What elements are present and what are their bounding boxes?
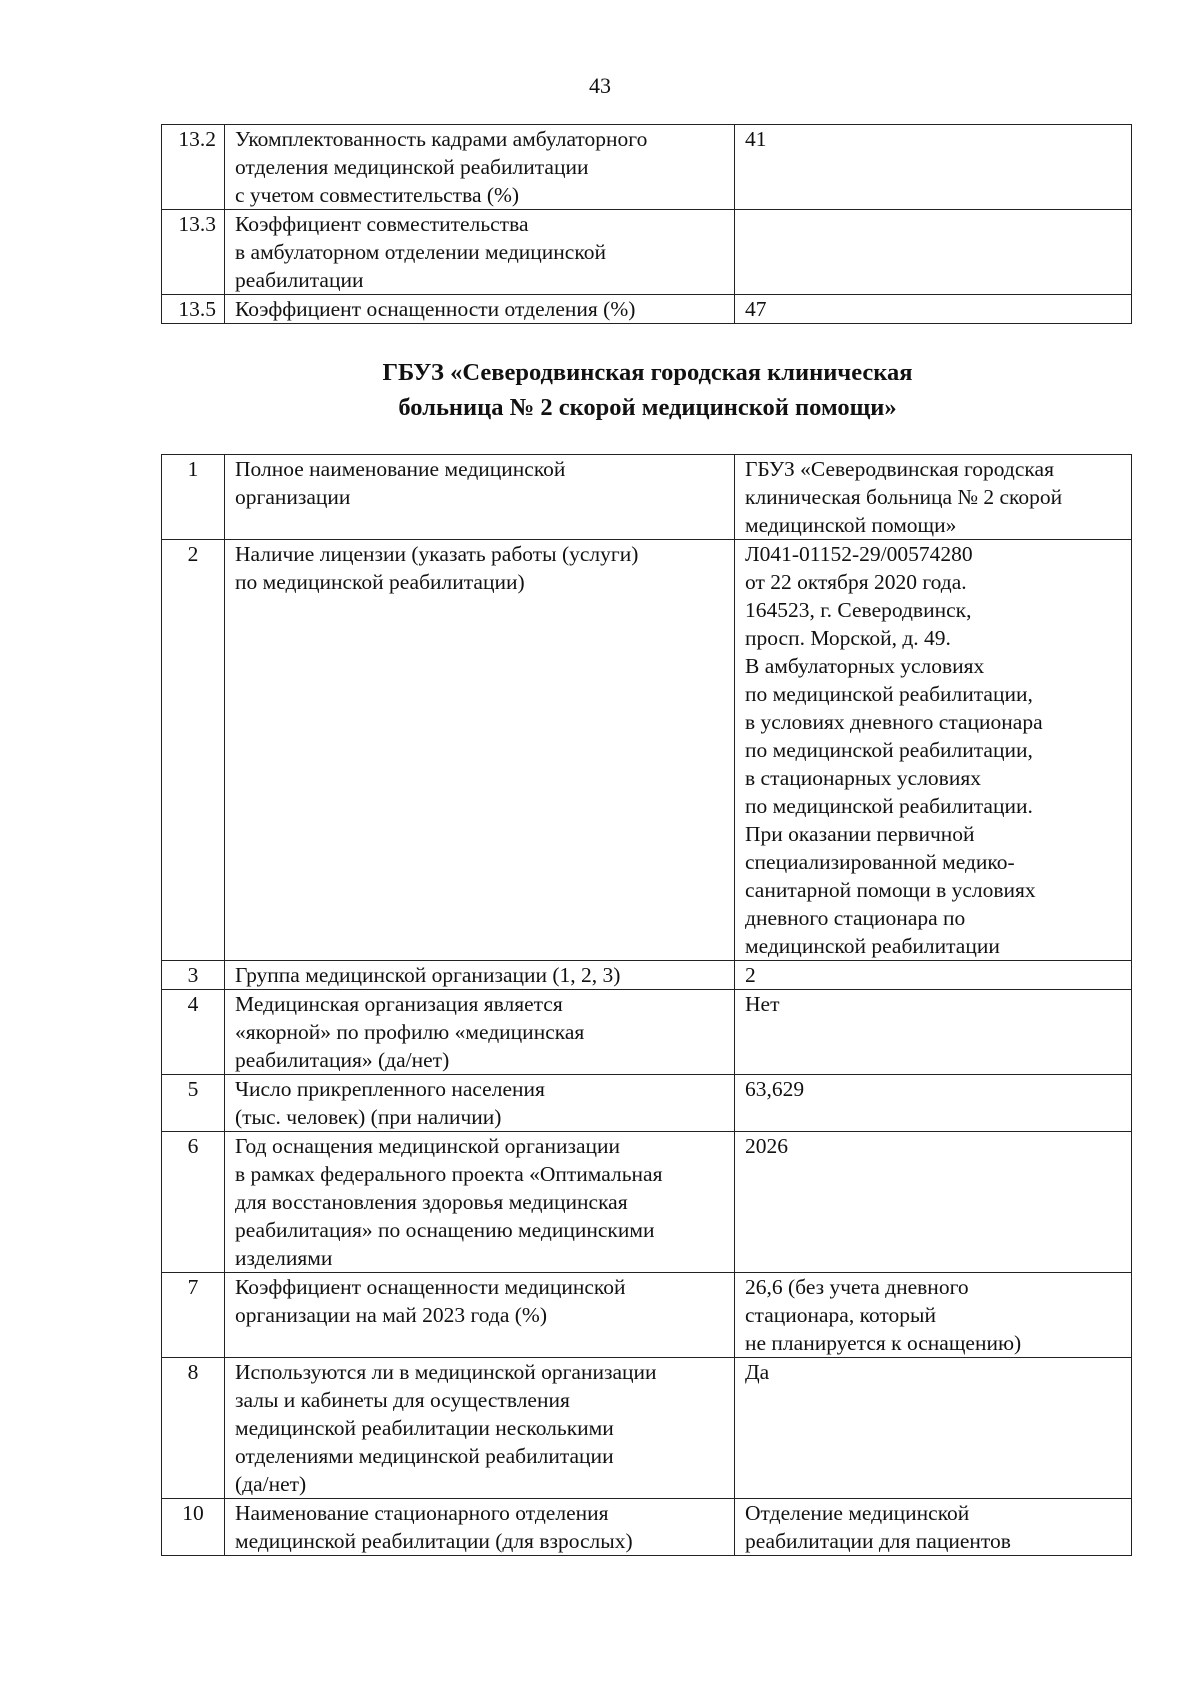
value-cell: 63,629 bbox=[735, 1075, 1132, 1132]
table-row bbox=[162, 1132, 1132, 1273]
table-row bbox=[162, 961, 1132, 990]
row-number: 3 bbox=[162, 961, 225, 990]
value-cell bbox=[735, 210, 1132, 295]
value-cell: Л041-01152-29/00574280 от 22 октября 2020 года. 164523, г. Северодвинск, просп. Морской, д. 49. В амбулаторных условиях по медицинской реабилитации, в условиях дневного стационара по медицинской реабилитации, в стационарных условиях по медицинской реабилитации. При оказании первичной специализированной медико- санитарной помощи в условиях дневного стационара по медицинской реабилитации bbox=[735, 540, 1132, 961]
value-cell: 2 bbox=[735, 961, 1132, 990]
table-row bbox=[162, 1075, 1132, 1132]
row-number: 4 bbox=[162, 990, 225, 1075]
table-row bbox=[162, 455, 1132, 540]
parameter-cell: Коэффициент совместительства в амбулаторном отделении медицинской реабилитации bbox=[225, 210, 735, 295]
row-number: 5 bbox=[162, 1075, 225, 1132]
section-title: ГБУЗ «Северодвинская городская клиническая больница № 2 скорой медицинской помощи» bbox=[382, 359, 913, 421]
value-cell: 26,6 (без учета дневного стационара, который не планируется к оснащению) bbox=[735, 1273, 1132, 1358]
top-table bbox=[161, 124, 1132, 324]
value-cell: ГБУЗ «Северодвинская городская клиническая больница № 2 скорой медицинской помощи» bbox=[735, 455, 1132, 540]
table-row bbox=[162, 295, 1132, 324]
parameter-cell: Медицинская организация является «якорной» по профилю «медицинская реабилитация» (да/нет) bbox=[225, 990, 735, 1075]
parameter-cell: Наименование стационарного отделения медицинской реабилитации (для взрослых) bbox=[225, 1499, 735, 1556]
table-row bbox=[162, 1273, 1132, 1358]
parameter-cell: Коэффициент оснащенности отделения (%) bbox=[225, 295, 735, 324]
parameter-cell: Используются ли в медицинской организации залы и кабинеты для осуществления медицинской реабилитации несколькими отделениями медицинской реабилитации (да/нет) bbox=[225, 1358, 735, 1499]
row-number: 13.5 bbox=[162, 295, 225, 324]
row-number: 13.3 bbox=[162, 210, 225, 295]
table-row bbox=[162, 1358, 1132, 1499]
value-cell: Отделение медицинской реабилитации для пациентов bbox=[735, 1499, 1132, 1556]
table-row bbox=[162, 210, 1132, 295]
table-row bbox=[162, 990, 1132, 1075]
parameter-cell: Группа медицинской организации (1, 2, 3) bbox=[225, 961, 735, 990]
parameter-cell: Полное наименование медицинской организации bbox=[225, 455, 735, 540]
table-row bbox=[162, 540, 1132, 961]
value-cell: 2026 bbox=[735, 1132, 1132, 1273]
parameter-cell: Укомплектованность кадрами амбулаторного отделения медицинской реабилитации с учетом совместительства (%) bbox=[225, 125, 735, 210]
value-cell: 47 bbox=[735, 295, 1132, 324]
value-cell: Да bbox=[735, 1358, 1132, 1499]
parameter-cell: Наличие лицензии (указать работы (услуги) по медицинской реабилитации) bbox=[225, 540, 735, 961]
row-number: 13.2 bbox=[162, 125, 225, 210]
parameter-cell: Число прикрепленного населения (тыс. человек) (при наличии) bbox=[225, 1075, 735, 1132]
main-table bbox=[161, 454, 1132, 1556]
row-number: 7 bbox=[162, 1273, 225, 1358]
page-number: 43 bbox=[589, 73, 611, 98]
table-row bbox=[162, 1499, 1132, 1556]
parameter-cell: Коэффициент оснащенности медицинской организации на май 2023 года (%) bbox=[225, 1273, 735, 1358]
row-number: 10 bbox=[162, 1499, 225, 1556]
value-cell: 41 bbox=[735, 125, 1132, 210]
value-cell: Нет bbox=[735, 990, 1132, 1075]
row-number: 2 bbox=[162, 540, 225, 961]
row-number: 6 bbox=[162, 1132, 225, 1273]
row-number: 1 bbox=[162, 455, 225, 540]
row-number: 8 bbox=[162, 1358, 225, 1499]
table-row bbox=[162, 125, 1132, 210]
parameter-cell: Год оснащения медицинской организации в рамках федерального проекта «Оптимальная для восстановления здоровья медицинская реабилитация» по оснащению медицинскими изделиями bbox=[225, 1132, 735, 1273]
